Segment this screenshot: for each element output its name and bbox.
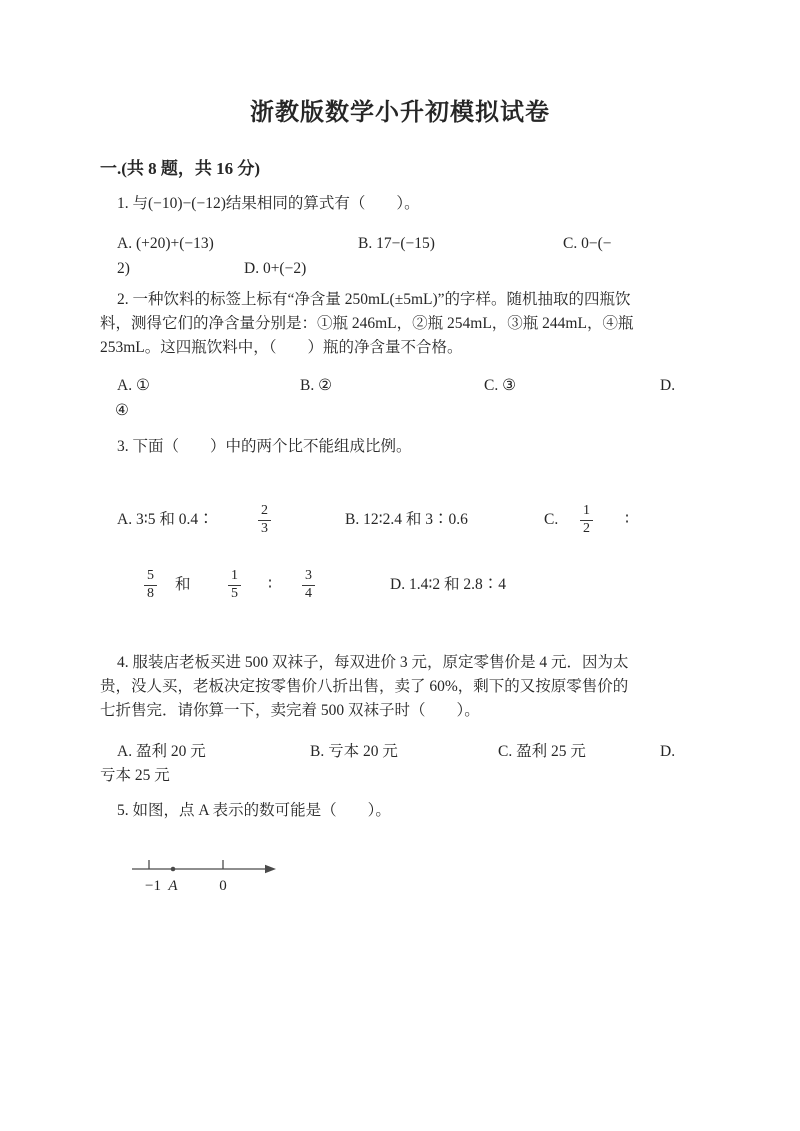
q4-option-b: B. 亏本 20 元 [310, 743, 398, 760]
q2-option-b: B. ② [300, 377, 332, 394]
q3-option-a-prefix: A. 3∶5 和 0.4∶ [117, 511, 214, 528]
q4-option-d: D. [660, 743, 676, 760]
number-line-arrowhead-icon [265, 865, 276, 873]
q3-option-c-he: 和 [175, 576, 191, 593]
q1-option-c: C. 0−(− [563, 235, 612, 252]
fraction-numerator: 1 [583, 503, 590, 518]
q4-option-c: C. 盈利 25 元 [498, 743, 586, 760]
question-4-stem-line3: 七折售完．请你算一下，卖完着 500 双袜子时（ ）。 [100, 702, 480, 719]
fraction-denominator: 2 [580, 520, 593, 538]
q1-option-a: A. (+20)+(−13) [117, 235, 214, 252]
question-5-stem: 5. 如图，点 A 表示的数可能是（ ）。 [117, 802, 391, 819]
fraction-denominator: 8 [144, 585, 157, 603]
question-1-stem: 1. 与(−10)−(−12)结果相同的算式有（ ）。 [117, 195, 420, 212]
page-title: 浙教版数学小升初模拟试卷 [250, 100, 550, 126]
fraction-denominator: 5 [228, 585, 241, 603]
section-heading: 一.(共 8 题，共 16 分) [100, 159, 261, 178]
q1-option-c-cont: 2) [117, 260, 130, 277]
fraction-denominator: 4 [302, 585, 315, 603]
fraction-numerator: 5 [147, 568, 154, 583]
q2-option-d-cont: ④ [115, 402, 129, 419]
q3-options-row-1 [0, 496, 800, 544]
number-line-figure [126, 848, 296, 900]
question-4-stem-line1: 4. 服装店老板买进 500 双袜子，每双进价 3 元，原定零售价是 4 元．因为太 [117, 654, 629, 671]
q3-option-c-fraction-2 [144, 568, 157, 602]
q3-option-c-ratio-colon-2: ∶ [268, 576, 273, 593]
q3-option-c-prefix: C. [544, 511, 559, 528]
q3-option-c-ratio-colon: ∶ [625, 511, 630, 528]
q1-option-d: D. 0+(−2) [244, 260, 307, 277]
q2-option-a: A. ① [117, 377, 150, 394]
q1-option-b: B. 17−(−15) [358, 235, 435, 252]
q3-option-c-fraction-4 [302, 568, 315, 602]
point-a-dot [171, 867, 176, 872]
fraction-numerator: 1 [231, 568, 238, 583]
q3-option-b: B. 12∶2.4 和 3∶0.6 [345, 511, 468, 528]
question-2-stem-line1: 2. 一种饮料的标签上标有“净含量 250mL(±5mL)”的字样。随机抽取的四瓶饮 [117, 291, 631, 308]
q4-option-d-cont: 亏本 25 元 [100, 767, 170, 784]
number-line-label-neg1: −1 [145, 878, 161, 894]
number-line-label-a: A [168, 878, 178, 894]
q3-option-a-fraction [258, 503, 271, 537]
number-line-label-zero: 0 [219, 878, 227, 894]
question-2-stem-line3: 253mL。这四瓶饮料中，（ ）瓶的净含量不合格。 [100, 339, 463, 356]
q3-option-c-fraction-3 [228, 568, 241, 602]
q3-options-row-2 [0, 561, 800, 609]
fraction-denominator: 3 [258, 520, 271, 538]
q3-option-d: D. 1.4∶2 和 2.8∶4 [390, 576, 506, 593]
q3-option-c-fraction-1 [580, 503, 593, 537]
q2-option-d: D. [660, 377, 676, 394]
question-2-stem-line2: 料，测得它们的净含量分别是：①瓶 246mL，②瓶 254mL，③瓶 244mL，④瓶 [100, 315, 634, 332]
q2-option-c: C. ③ [484, 377, 516, 394]
fraction-numerator: 3 [305, 568, 312, 583]
q4-option-a: A. 盈利 20 元 [117, 743, 206, 760]
fraction-numerator: 2 [261, 503, 268, 518]
question-4-stem-line2: 贵，没人买，老板决定按零售价八折出售，卖了 60%，剩下的又按原零售价的 [100, 678, 629, 695]
question-3-stem: 3. 下面（ ）中的两个比不能组成比例。 [117, 438, 412, 455]
